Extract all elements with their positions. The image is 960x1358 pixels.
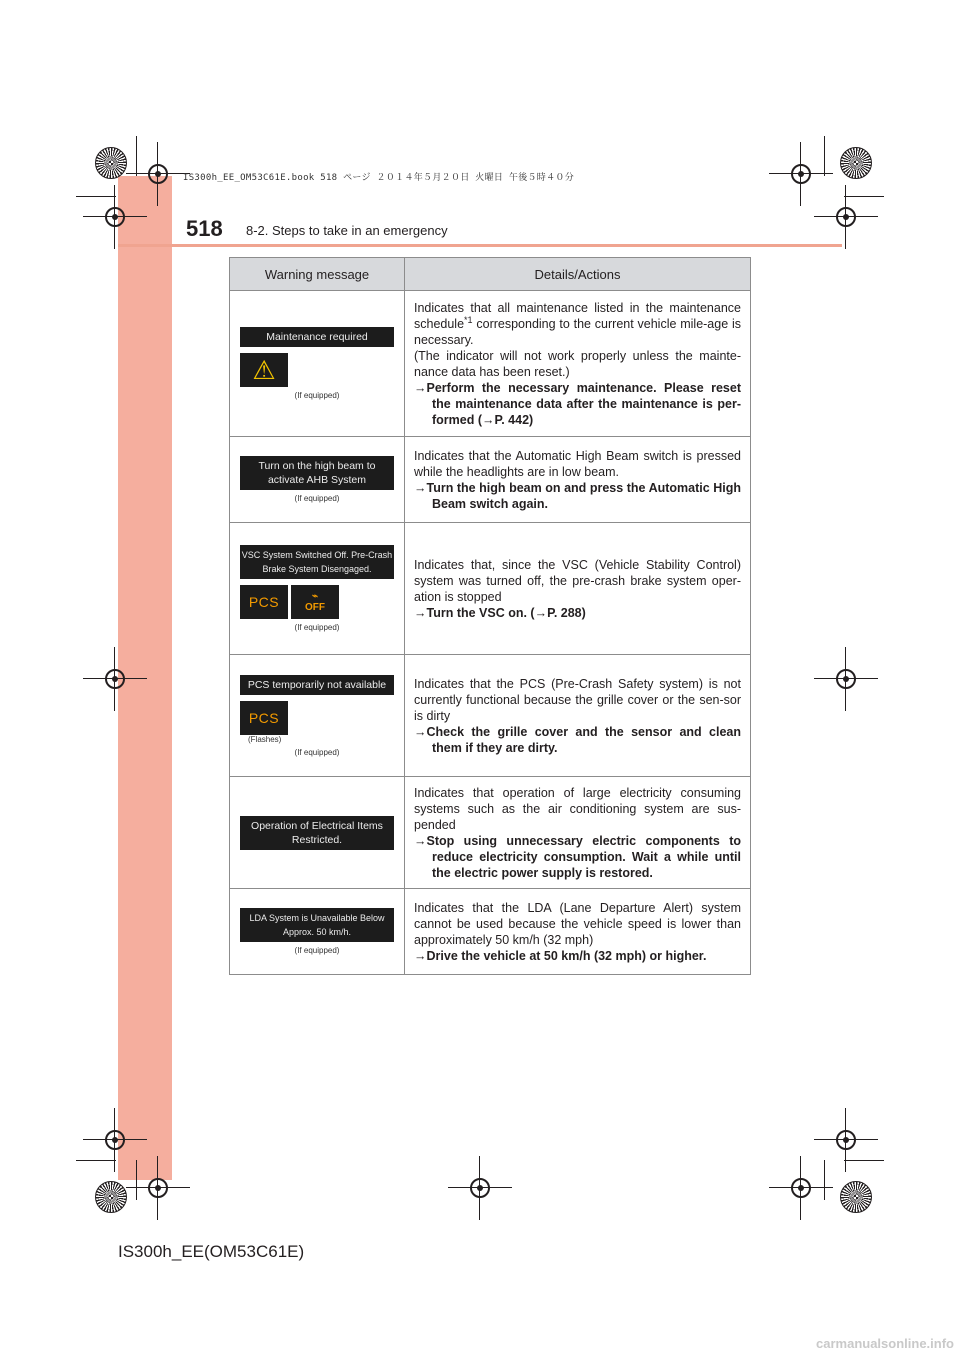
display-message: Turn on the high beam to activate AHB System bbox=[240, 456, 394, 490]
trim-line bbox=[844, 196, 884, 197]
page-number: 518 bbox=[186, 216, 223, 241]
details-text: Indicates that operation of large electricity consuming systems such as the air conditioning system are sus-pended bbox=[414, 785, 741, 832]
details-cell bbox=[405, 655, 751, 777]
color-bar-rosette bbox=[95, 1181, 127, 1213]
header-warning-message: Warning message bbox=[230, 258, 405, 291]
details-note: (The indicator will not work properly unless the mainte-nance data has been reset.) bbox=[414, 348, 741, 379]
indicator-group bbox=[240, 353, 404, 387]
color-bar-rosette bbox=[840, 1181, 872, 1213]
display-message: VSC System Switched Off. Pre-Crash Brake System Disengaged. bbox=[240, 545, 394, 579]
watermark: carmanualsonline.info bbox=[816, 1336, 954, 1351]
details-cell bbox=[405, 777, 751, 889]
color-bar-rosette bbox=[840, 147, 872, 179]
trim-line bbox=[824, 136, 825, 176]
message-cell bbox=[230, 291, 405, 437]
display-message: PCS temporarily not available bbox=[240, 675, 394, 695]
action-text: →Turn the high beam on and press the Automatic High Beam switch again. bbox=[414, 480, 741, 511]
table-header-row bbox=[230, 258, 751, 291]
warning-message-table bbox=[229, 257, 751, 975]
action-text: →Drive the vehicle at 50 km/h (32 mph) or higher. bbox=[414, 948, 707, 963]
message-cell bbox=[230, 655, 405, 777]
table-row bbox=[230, 523, 751, 655]
registration-mark bbox=[83, 185, 147, 249]
details-cell bbox=[405, 291, 751, 437]
display-message: Operation of Electrical Items Restricted. bbox=[240, 816, 394, 850]
header-details-actions: Details/Actions bbox=[405, 258, 751, 291]
pcs-indicator-icon: PCS bbox=[240, 701, 288, 735]
section-title: 8-2. Steps to take in an emergency bbox=[246, 223, 448, 238]
equipped-note: (If equipped) bbox=[294, 494, 340, 503]
display-message: Maintenance required bbox=[240, 327, 394, 347]
message-cell bbox=[230, 889, 405, 975]
pcs-indicator-icon: PCS bbox=[240, 585, 288, 619]
details-text: Indicates that the LDA (Lane Departure Alert) system cannot be used because the vehicle speed is lower than approximately 50 km/h (32 mph) bbox=[414, 900, 741, 947]
trim-line bbox=[844, 1160, 884, 1161]
details-cell bbox=[405, 523, 751, 655]
action-text: →Perform the necessary maintenance. Please reset the maintenance data after the maintenance is per-formed (→P. 442) bbox=[414, 380, 741, 427]
trim-line bbox=[136, 136, 137, 176]
equipped-note: (If equipped) bbox=[294, 747, 340, 757]
details-text: Indicates that the Automatic High Beam switch is pressed while the headlights are in low beam. bbox=[414, 448, 741, 479]
registration-mark bbox=[814, 185, 878, 249]
action-text: →Turn the VSC on. (→P. 288) bbox=[414, 605, 586, 620]
registration-mark bbox=[814, 647, 878, 711]
color-bar-rosette bbox=[95, 147, 127, 179]
vsc-off-indicator-icon: ⌁ OFF bbox=[291, 585, 339, 619]
table-row bbox=[230, 291, 751, 437]
message-cell bbox=[230, 523, 405, 655]
details-text: corresponding to the current vehicle mile-age is necessary. bbox=[414, 316, 741, 347]
warning-triangle-icon: ⚠ bbox=[240, 353, 288, 387]
details-text: Indicates that all maintenance listed in the maintenance schedule bbox=[414, 300, 741, 331]
equipped-note: (If equipped) bbox=[294, 946, 340, 955]
trim-line bbox=[136, 1160, 137, 1200]
indicator-group bbox=[240, 701, 404, 735]
print-info: IS300h_EE_OM53C61E.book 518 ページ ２０１４年５月２０日 火曜日 午後５時４０分 bbox=[183, 173, 574, 183]
footnote-ref: *1 bbox=[464, 314, 473, 325]
action-text: →Check the grille cover and the sensor and clean them if they are dirty. bbox=[414, 724, 741, 755]
details-text: Indicates that the PCS (Pre-Crash Safety system) is not currently functional because the grille cover or the sen-sor is dirty bbox=[414, 676, 741, 723]
display-message: LDA System is Unavailable Below Approx. 50 km/h. bbox=[240, 908, 394, 942]
equipped-note: (If equipped) bbox=[294, 391, 340, 400]
flashes-note: (Flashes) bbox=[248, 734, 282, 744]
trim-line bbox=[76, 196, 116, 197]
table-row bbox=[230, 777, 751, 889]
message-cell bbox=[230, 777, 405, 889]
trim-line bbox=[76, 1160, 116, 1161]
manual-code: IS300h_EE(OM53C61E) bbox=[118, 1242, 305, 1261]
indicator-group bbox=[240, 585, 404, 619]
details-text: Indicates that, since the VSC (Vehicle Stability Control) system was turned off, the pre-crash brake system oper-ation is stopped bbox=[414, 557, 741, 604]
table-row bbox=[230, 437, 751, 523]
details-cell bbox=[405, 437, 751, 523]
action-text: →Stop using unnecessary electric components to reduce electricity consumption. Wait a while until the electric power supply is restored. bbox=[414, 833, 741, 880]
equipped-note: (If equipped) bbox=[294, 623, 340, 632]
details-cell bbox=[405, 889, 751, 975]
table-row bbox=[230, 655, 751, 777]
message-cell bbox=[230, 437, 405, 523]
trim-line bbox=[824, 1160, 825, 1200]
registration-mark bbox=[448, 1156, 512, 1220]
header-rule bbox=[118, 244, 842, 247]
table-row bbox=[230, 889, 751, 975]
registration-mark bbox=[83, 647, 147, 711]
